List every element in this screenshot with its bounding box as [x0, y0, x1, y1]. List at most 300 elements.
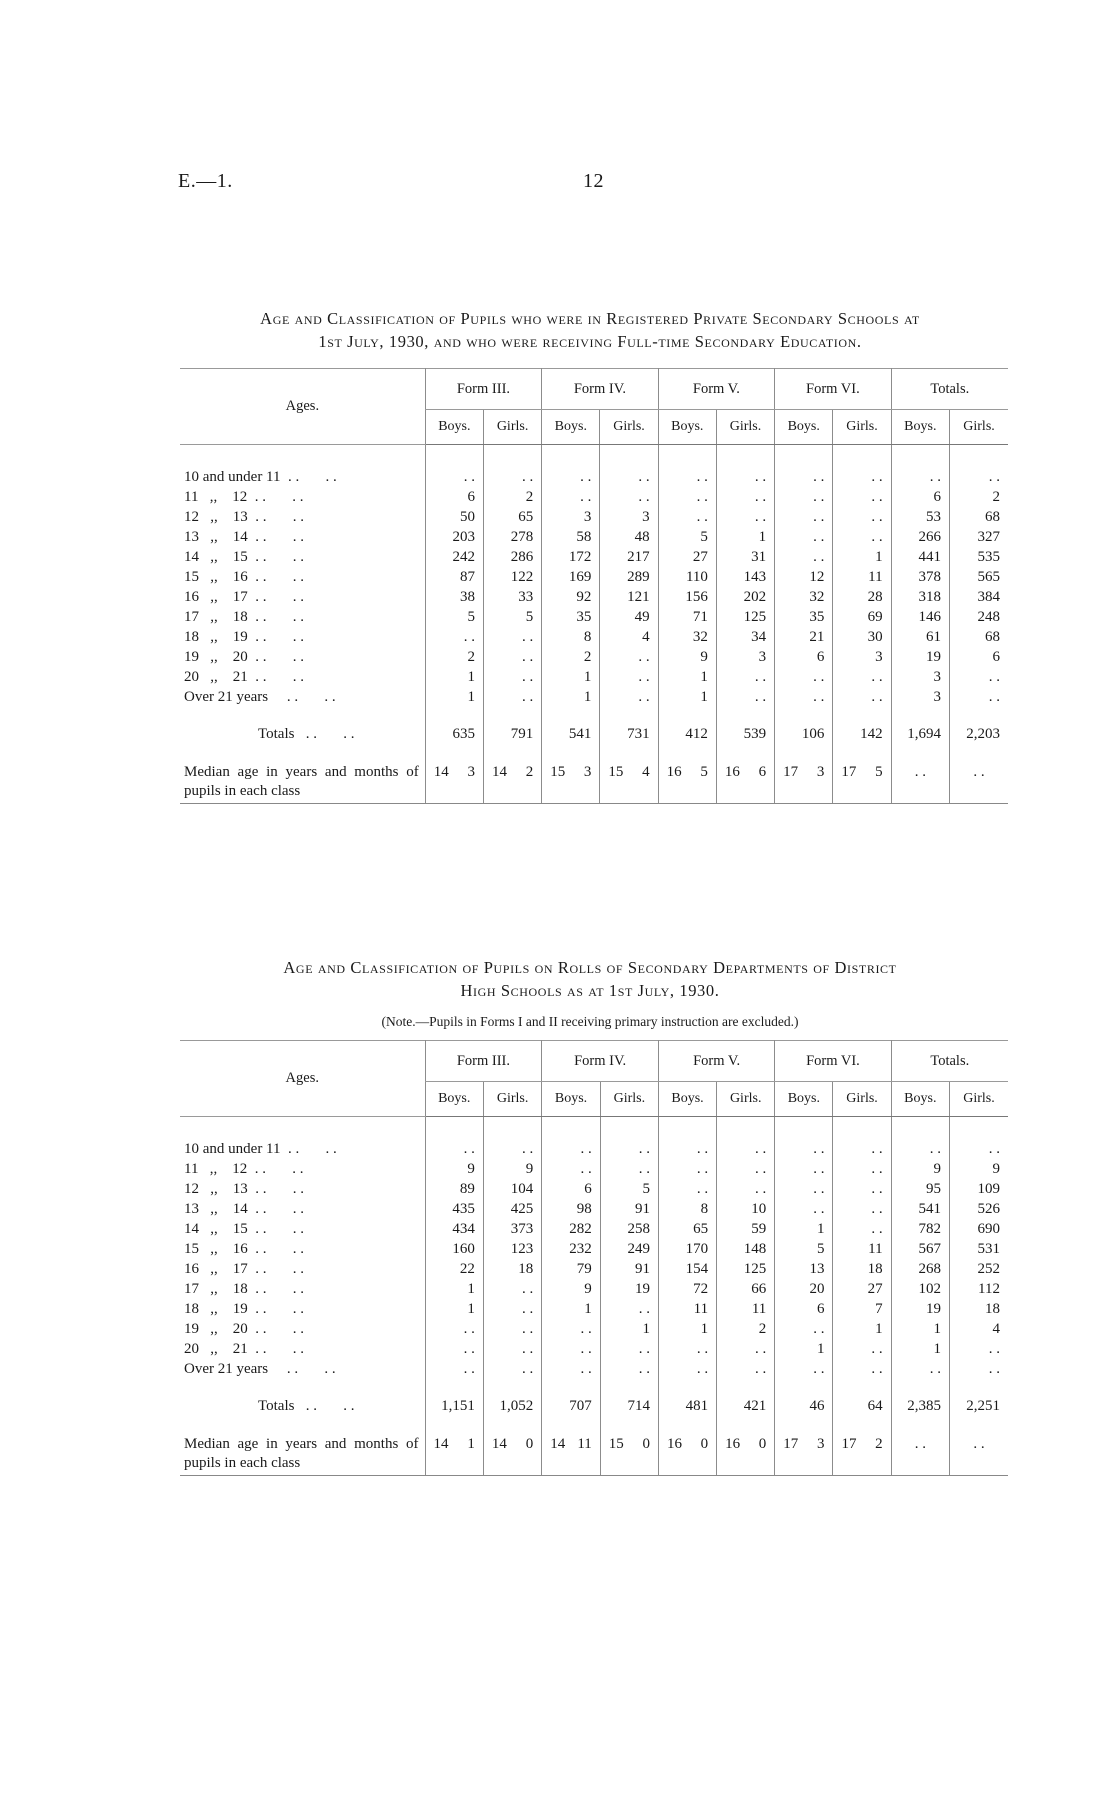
data-cell: . .	[658, 507, 716, 527]
spacer-cell	[833, 1417, 891, 1433]
data-cell: . .	[658, 1339, 716, 1359]
table-row	[180, 607, 1008, 627]
data-cell: 266	[891, 527, 949, 547]
spacer-cell	[775, 707, 833, 723]
data-cell: 9	[950, 1159, 1008, 1179]
data-cell: 19	[891, 647, 949, 667]
age-label: 14 ,, 15 . . . .	[184, 1221, 304, 1237]
data-cell: 373	[483, 1219, 541, 1239]
spacer-cell	[600, 1379, 658, 1395]
data-cell: . .	[658, 487, 716, 507]
data-cell: 65	[483, 507, 541, 527]
spacer-cell	[542, 1117, 600, 1140]
data-cell: 5	[658, 527, 716, 547]
data-cell: . .	[716, 487, 774, 507]
totals-cell: 2,203	[950, 723, 1008, 745]
median-months: 2	[525, 764, 534, 780]
data-cell: 5	[775, 1239, 833, 1259]
median-pair	[486, 1435, 539, 1454]
median-years: 16	[724, 764, 740, 780]
median-pair	[719, 763, 772, 782]
data-cell: . .	[775, 507, 833, 527]
data-cell: . .	[716, 687, 774, 707]
spacer-row	[180, 1379, 1008, 1395]
age-label: 11 ,, 12 . . . .	[184, 489, 304, 505]
spacer-cell	[483, 1379, 541, 1395]
median-pair	[428, 1435, 481, 1454]
data-cell: 125	[717, 1259, 775, 1279]
data-cell: . .	[950, 1359, 1008, 1379]
data-cell: 289	[600, 567, 658, 587]
data-cell: 248	[950, 607, 1008, 627]
data-cell: . .	[600, 467, 658, 487]
data-cell: 6	[425, 487, 483, 507]
girls-header: Girls.	[483, 410, 541, 445]
page-number: 12	[583, 170, 604, 192]
age-label: 18 ,, 19 . . . .	[184, 1301, 304, 1317]
age-label: 20 ,, 21 . . . .	[184, 669, 304, 685]
data-cell: . .	[717, 1179, 775, 1199]
data-cell: 318	[891, 587, 949, 607]
data-cell: 1	[891, 1339, 949, 1359]
median-years: 16	[666, 1436, 682, 1452]
data-cell: . .	[717, 1359, 775, 1379]
data-cell: . .	[658, 1359, 716, 1379]
data-cell: 148	[717, 1239, 775, 1259]
data-cell: . .	[775, 1319, 833, 1339]
data-cell: 7	[833, 1299, 891, 1319]
data-cell: 2	[717, 1319, 775, 1339]
totals-cell: 539	[716, 723, 774, 745]
age-label: Over 21 years . . . .	[184, 1361, 336, 1377]
data-cell: 18	[950, 1299, 1008, 1319]
data-cell: . .	[483, 467, 541, 487]
median-years: 15	[608, 764, 624, 780]
data-cell: . .	[833, 1359, 891, 1379]
data-cell: . .	[542, 1339, 600, 1359]
data-cell: 112	[950, 1279, 1008, 1299]
totals-cell: 106	[775, 723, 833, 745]
spacer-cell	[483, 1417, 541, 1433]
data-cell: . .	[950, 467, 1008, 487]
data-cell: 104	[483, 1179, 541, 1199]
girls-header: Girls.	[483, 1082, 541, 1117]
median-cell	[658, 1433, 716, 1476]
data-cell: 535	[950, 547, 1008, 567]
median-years: 17	[841, 764, 857, 780]
spacer-cell	[716, 445, 774, 468]
spacer-cell	[891, 707, 949, 723]
girls-header: Girls.	[600, 1082, 658, 1117]
table-row	[180, 627, 1008, 647]
spacer-cell	[833, 1117, 891, 1140]
data-cell: . .	[658, 1159, 716, 1179]
data-cell: 11	[833, 1239, 891, 1259]
data-cell: 5	[600, 1179, 658, 1199]
median-months: 2	[875, 1436, 883, 1452]
data-cell: 1	[542, 667, 600, 687]
girls-header: Girls.	[716, 410, 774, 445]
totals-cell: 1,052	[483, 1395, 541, 1417]
data-cell: . .	[775, 547, 833, 567]
data-cell: 12	[775, 567, 833, 587]
data-cell: . .	[775, 667, 833, 687]
median-totals-cell: . .	[950, 761, 1008, 804]
data-cell: 202	[716, 587, 774, 607]
data-cell: 6	[542, 1179, 600, 1199]
data-cell: 327	[950, 527, 1008, 547]
girls-header: Girls.	[717, 1082, 775, 1117]
data-cell: 72	[658, 1279, 716, 1299]
spacer-cell	[775, 745, 833, 761]
data-cell: 378	[891, 567, 949, 587]
spacer-cell	[658, 445, 716, 468]
data-cell: 38	[425, 587, 483, 607]
data-cell: 1	[658, 687, 716, 707]
table1-title	[160, 307, 1020, 353]
data-cell: 87	[425, 567, 483, 587]
median-cell	[600, 1433, 658, 1476]
data-cell: 143	[716, 567, 774, 587]
totals-label: Totals . . . .	[258, 726, 355, 742]
median-months: 5	[700, 764, 708, 780]
boys-header: Boys.	[658, 410, 716, 445]
median-cell	[717, 1433, 775, 1476]
data-cell: 121	[600, 587, 658, 607]
data-cell: 91	[600, 1199, 658, 1219]
data-cell: 11	[717, 1299, 775, 1319]
median-cell	[658, 761, 716, 804]
data-cell: . .	[600, 1339, 658, 1359]
median-months: 0	[642, 1436, 650, 1452]
spacer-row	[180, 745, 1008, 761]
spacer-cell	[891, 1379, 949, 1395]
data-cell: 278	[483, 527, 541, 547]
median-months: 0	[758, 1436, 767, 1452]
table-row	[180, 587, 1008, 607]
spacer-cell	[716, 707, 774, 723]
boys-header: Boys.	[425, 410, 483, 445]
data-cell: . .	[483, 1279, 541, 1299]
median-months: 4	[642, 764, 650, 780]
table-row	[180, 1299, 1008, 1319]
spacer-cell	[600, 1417, 658, 1433]
data-cell: 18	[833, 1259, 891, 1279]
data-cell: . .	[775, 1159, 833, 1179]
data-cell: . .	[833, 667, 891, 687]
data-cell: 32	[658, 627, 716, 647]
data-cell: 169	[542, 567, 600, 587]
header-row-forms	[180, 1041, 1008, 1082]
spacer-cell	[425, 445, 483, 468]
table2-title-line1: Age and Classification of Pupils on Rolls of Secondary Departments of District	[283, 958, 897, 977]
spacer-cell	[775, 1117, 833, 1140]
median-months: 0	[700, 1436, 709, 1452]
table1-title-line1: Age and Classification of Pupils who were in Registered Private Secondary Schools at	[260, 309, 920, 328]
data-cell: . .	[716, 507, 774, 527]
page-code: E.—1.	[178, 170, 233, 192]
spacer-cell	[542, 707, 600, 723]
data-cell: . .	[425, 627, 483, 647]
spacer-cell	[833, 1379, 891, 1395]
data-cell: 91	[600, 1259, 658, 1279]
data-cell: . .	[425, 1359, 483, 1379]
data-cell: 8	[542, 627, 600, 647]
median-years: 17	[783, 764, 799, 780]
data-cell: 249	[600, 1239, 658, 1259]
boys-header: Boys.	[891, 1082, 949, 1117]
data-cell: 541	[891, 1199, 949, 1219]
spacer-cell	[658, 1417, 716, 1433]
data-cell: 79	[542, 1259, 600, 1279]
data-cell: . .	[425, 1139, 483, 1159]
age-label: 16 ,, 17 . . . .	[184, 1261, 304, 1277]
data-cell: 282	[542, 1219, 600, 1239]
spacer-cell	[542, 745, 600, 761]
median-pair	[544, 763, 597, 782]
data-cell: 565	[950, 567, 1008, 587]
spacer-cell	[950, 1417, 1008, 1433]
data-cell: . .	[600, 1299, 658, 1319]
data-cell: . .	[600, 1139, 658, 1159]
spacer-cell	[891, 745, 949, 761]
data-cell: 9	[658, 647, 716, 667]
data-cell: 1	[833, 547, 891, 567]
data-cell: . .	[891, 1359, 949, 1379]
spacer-cell	[950, 445, 1008, 468]
spacer-cell	[716, 745, 774, 761]
totals-cell: 481	[658, 1395, 716, 1417]
data-cell: 34	[716, 627, 774, 647]
data-cell: 1	[425, 687, 483, 707]
median-months: 0	[525, 1436, 534, 1452]
table1-title-line2: 1st July, 1930, and who were receiving Full-time Secondary Education.	[318, 332, 862, 351]
median-cell	[425, 761, 483, 804]
spacer-cell	[425, 745, 483, 761]
data-cell: 65	[658, 1219, 716, 1239]
totals-cell: 707	[542, 1395, 600, 1417]
data-cell: . .	[542, 1319, 600, 1339]
table-row	[180, 687, 1008, 707]
age-label: 13 ,, 14 . . . .	[184, 1201, 304, 1217]
table-row	[180, 567, 1008, 587]
data-cell: 98	[542, 1199, 600, 1219]
boys-header: Boys.	[425, 1082, 483, 1117]
data-cell: 19	[600, 1279, 658, 1299]
spacer-cell	[425, 1117, 483, 1140]
totals-cell: 142	[833, 723, 891, 745]
data-cell: 89	[425, 1179, 483, 1199]
data-cell: 8	[658, 1199, 716, 1219]
girls-header: Girls.	[950, 410, 1008, 445]
median-years: 14	[550, 1436, 566, 1452]
form-header: Form V.	[658, 369, 774, 410]
data-cell: 2	[542, 647, 600, 667]
spacer-cell	[425, 1379, 483, 1395]
age-label: 10 and under 11 . . . .	[184, 1141, 337, 1157]
form-header: Form IV.	[542, 369, 658, 410]
spacer-cell	[658, 1117, 716, 1140]
data-cell: 203	[425, 527, 483, 547]
data-cell: 9	[483, 1159, 541, 1179]
spacer-cell	[483, 707, 541, 723]
median-cell	[542, 761, 600, 804]
totals-cell: 46	[775, 1395, 833, 1417]
data-cell: . .	[483, 647, 541, 667]
totals-cell: 635	[425, 723, 483, 745]
data-cell: . .	[425, 1339, 483, 1359]
spacer-row	[180, 1117, 1008, 1140]
spacer-cell	[180, 1379, 425, 1395]
data-cell: 6	[775, 1299, 833, 1319]
median-months: 5	[875, 764, 883, 780]
data-cell: 9	[891, 1159, 949, 1179]
data-cell: . .	[600, 1359, 658, 1379]
data-cell: 5	[483, 607, 541, 627]
table2-title-line2: High Schools as at 1st July, 1930.	[460, 981, 720, 1000]
median-row	[180, 761, 1008, 804]
totals-cell: 421	[717, 1395, 775, 1417]
median-pair	[835, 1435, 888, 1454]
data-cell: 31	[716, 547, 774, 567]
median-cell	[483, 1433, 541, 1476]
data-cell: 28	[833, 587, 891, 607]
data-cell: . .	[483, 687, 541, 707]
table-row	[180, 527, 1008, 547]
form-header: Form III.	[425, 1041, 542, 1082]
age-label: 17 ,, 18 . . . .	[184, 609, 304, 625]
spacer-cell	[658, 707, 716, 723]
data-cell: 19	[891, 1299, 949, 1319]
data-cell: . .	[833, 1199, 891, 1219]
spacer-cell	[180, 1417, 425, 1433]
data-cell: 95	[891, 1179, 949, 1199]
data-cell: 2	[950, 487, 1008, 507]
data-cell: 384	[950, 587, 1008, 607]
data-cell: . .	[600, 687, 658, 707]
median-pair	[777, 763, 830, 782]
ages-header: Ages.	[180, 369, 425, 445]
data-cell: 286	[483, 547, 541, 567]
data-cell: . .	[833, 467, 891, 487]
spacer-cell	[180, 707, 425, 723]
spacer-cell	[775, 1417, 833, 1433]
median-months: 3	[583, 764, 592, 780]
data-cell: 434	[425, 1219, 483, 1239]
data-cell: 156	[658, 587, 716, 607]
spacer-cell	[717, 1379, 775, 1395]
median-pair	[544, 1435, 597, 1454]
age-label: 15 ,, 16 . . . .	[184, 569, 304, 585]
median-months: 3	[816, 1436, 825, 1452]
data-cell: 782	[891, 1219, 949, 1239]
median-months: 1	[467, 1436, 475, 1452]
data-cell: . .	[775, 1359, 833, 1379]
age-label: 12 ,, 13 . . . .	[184, 1181, 304, 1197]
data-cell: 435	[425, 1199, 483, 1219]
age-label: Over 21 years . . . .	[184, 689, 336, 705]
form-header: Form VI.	[775, 369, 891, 410]
data-cell: 68	[950, 627, 1008, 647]
data-cell: 30	[833, 627, 891, 647]
data-cell: 125	[716, 607, 774, 627]
median-years: 17	[783, 1436, 799, 1452]
data-cell: . .	[425, 1319, 483, 1339]
data-cell: . .	[542, 467, 600, 487]
ages-header: Ages.	[180, 1041, 425, 1117]
girls-header: Girls.	[600, 410, 658, 445]
median-totals-cell: . .	[950, 1433, 1008, 1476]
median-years: 15	[608, 1436, 624, 1452]
data-cell: 27	[658, 547, 716, 567]
spacer-cell	[600, 445, 658, 468]
data-cell: 92	[542, 587, 600, 607]
data-cell: 1	[716, 527, 774, 547]
form-header: Form III.	[425, 369, 541, 410]
totals-cell: 412	[658, 723, 716, 745]
data-cell: . .	[833, 687, 891, 707]
median-months: 6	[758, 764, 767, 780]
table-row	[180, 467, 1008, 487]
median-pair	[428, 763, 481, 782]
totals-cell: 1,151	[425, 1395, 483, 1417]
data-cell: . .	[716, 467, 774, 487]
median-cell	[600, 761, 658, 804]
form-header: Form IV.	[542, 1041, 659, 1082]
median-row	[180, 1433, 1008, 1476]
table-row	[180, 507, 1008, 527]
totals-cell: 791	[483, 723, 541, 745]
data-cell: 27	[833, 1279, 891, 1299]
median-pair	[835, 763, 888, 782]
data-cell: . .	[950, 687, 1008, 707]
median-pair	[602, 763, 655, 782]
data-cell: . .	[542, 1139, 600, 1159]
spacer-cell	[658, 745, 716, 761]
spacer-cell	[833, 707, 891, 723]
age-label: 13 ,, 14 . . . .	[184, 529, 304, 545]
data-cell: 109	[950, 1179, 1008, 1199]
data-cell: 61	[891, 627, 949, 647]
data-cell: 1	[425, 667, 483, 687]
totals-cell: 2,251	[950, 1395, 1008, 1417]
spacer-cell	[600, 745, 658, 761]
data-cell: 59	[717, 1219, 775, 1239]
data-cell: 10	[717, 1199, 775, 1219]
table2-title	[160, 956, 1020, 1002]
data-cell: 6	[950, 647, 1008, 667]
data-cell: 232	[542, 1239, 600, 1259]
median-cell	[775, 1433, 833, 1476]
median-cell	[833, 761, 891, 804]
data-cell: . .	[716, 667, 774, 687]
median-pair	[661, 763, 714, 782]
data-cell: . .	[950, 1139, 1008, 1159]
spacer-cell	[180, 745, 425, 761]
data-cell: 217	[600, 547, 658, 567]
form-header: Totals.	[891, 1041, 1008, 1082]
data-cell: . .	[600, 667, 658, 687]
data-cell: 252	[950, 1259, 1008, 1279]
data-cell: . .	[775, 527, 833, 547]
median-years: 14	[491, 1436, 507, 1452]
spacer-cell	[775, 445, 833, 468]
data-cell: 13	[775, 1259, 833, 1279]
table-row	[180, 647, 1008, 667]
data-cell: . .	[775, 1139, 833, 1159]
median-months: 11	[577, 1436, 592, 1452]
spacer-cell	[950, 1379, 1008, 1395]
